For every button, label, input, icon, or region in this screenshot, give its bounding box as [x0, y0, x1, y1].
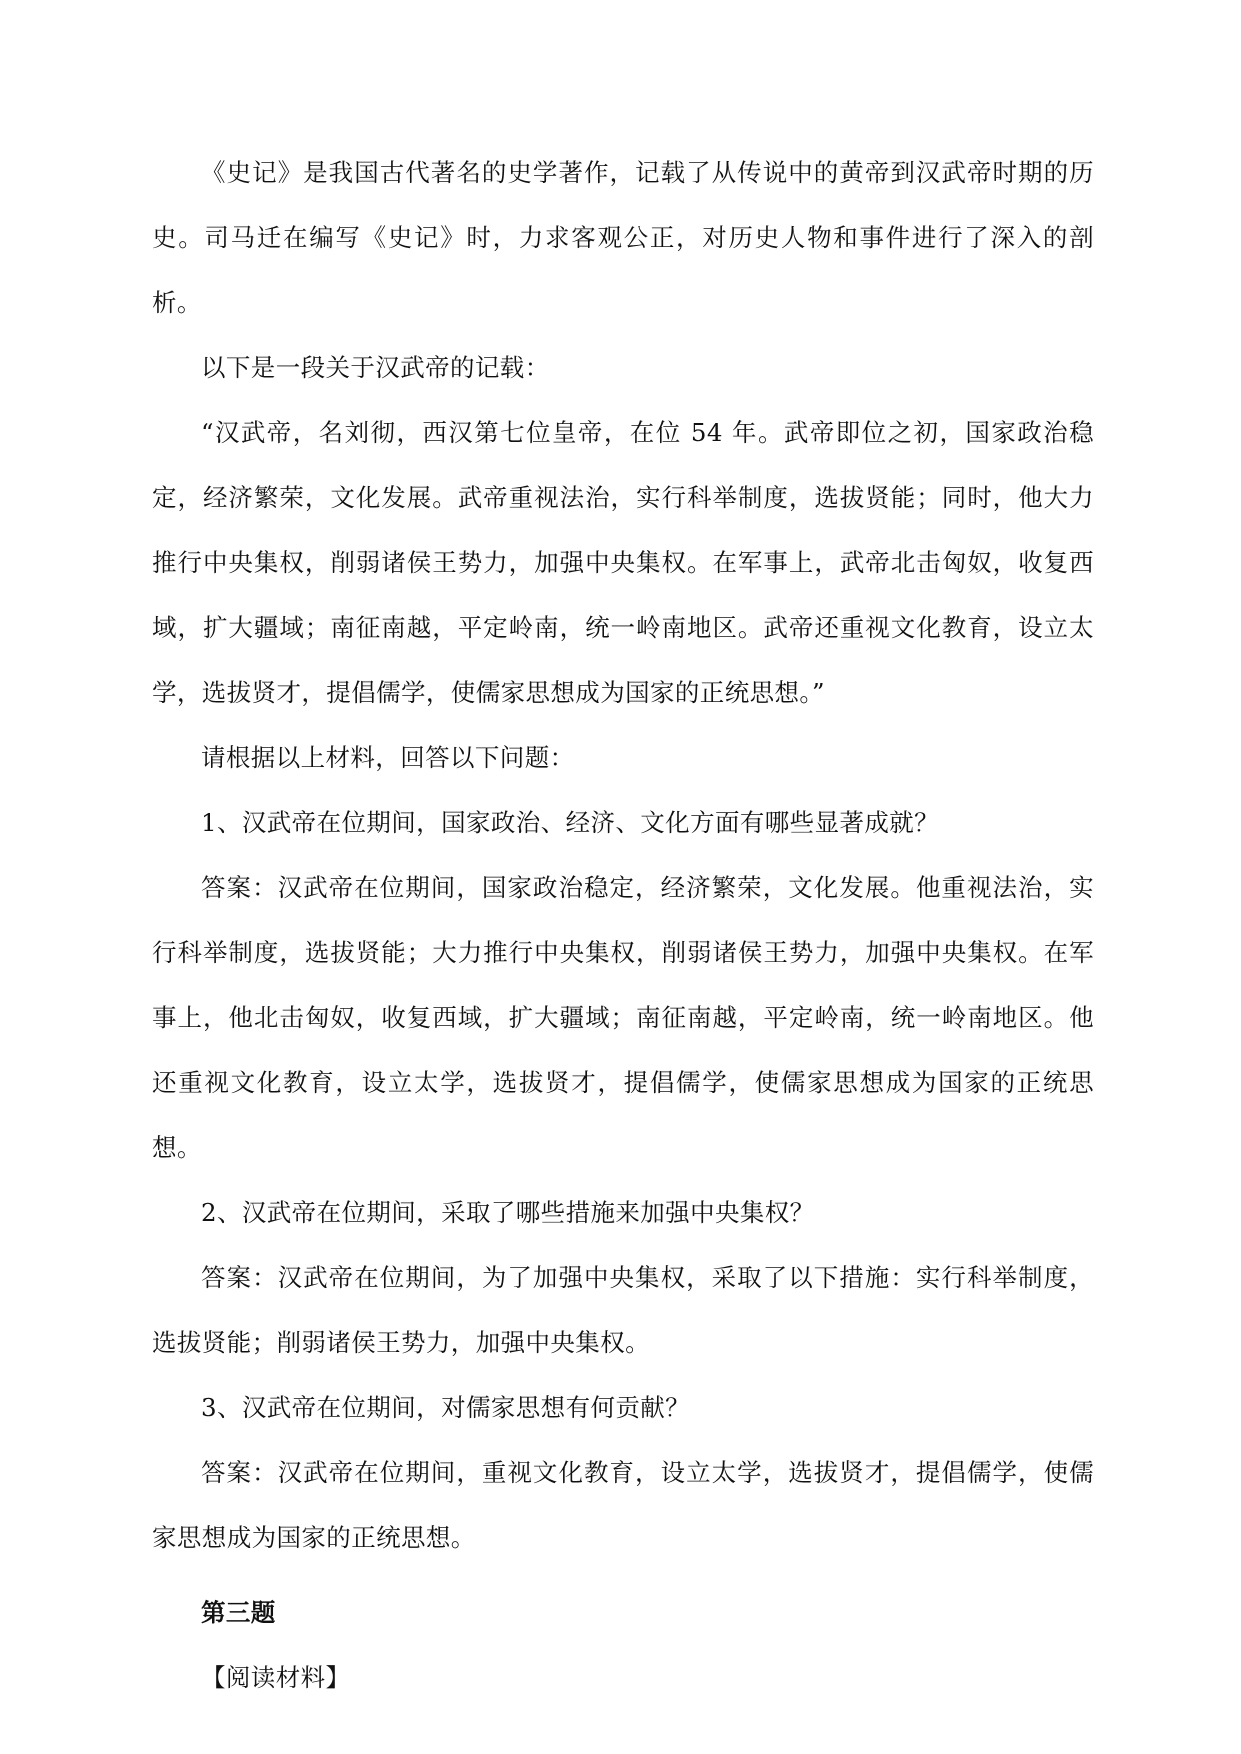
lead-in-paragraph: 以下是一段关于汉武帝的记载： — [201, 353, 550, 382]
instruction-paragraph: 请根据以上材料，回答以下问题： — [201, 743, 575, 772]
question-2: 2、汉武帝在位期间，采取了哪些措施来加强中央集权？ — [201, 1198, 815, 1227]
section-heading: 第三题 — [201, 1598, 276, 1627]
question-3: 3、汉武帝在位期间，对儒家思想有何贡献？ — [201, 1393, 691, 1422]
answer-3: 答案：汉武帝在位期间，重视文化教育，设立太学，选拔贤才，提倡儒学，使儒家思想成为国家的正统思想。 — [152, 1458, 1094, 1552]
answer-2: 答案：汉武帝在位期间，为了加强中央集权，采取了以下措施：实行科举制度，选拔贤能；削弱诸侯王势力，加强中央集权。 — [152, 1263, 1094, 1357]
answer-1: 答案：汉武帝在位期间，国家政治稳定，经济繁荣，文化发展。他重视法治，实行科举制度，选拔贤能；大力推行中央集权，削弱诸侯王势力，加强中央集权。在军事上，他北击匈奴，收复西域，扩大疆域；南征南越，平定岭南，统一岭南地区。他还重视文化教育，设立太学，选拔贤才，提倡儒学，使儒家思想成为国家的正统思想。 — [152, 873, 1094, 1162]
document-body — [152, 140, 1094, 1710]
question-1: 1、汉武帝在位期间，国家政治、经济、文化方面有哪些显著成就？ — [201, 808, 940, 837]
intro-paragraph: 《史记》是我国古代著名的史学著作，记载了从传说中的黄帝到汉武帝时期的历史。司马迁在编写《史记》时，力求客观公正，对历史人物和事件进行了深入的剖析。 — [152, 158, 1094, 317]
reading-material-label: 【阅读材料】 — [201, 1663, 351, 1692]
quoted-record-paragraph: “汉武帝，名刘彻，西汉第七位皇帝，在位 54 年。武帝即位之初，国家政治稳定，经济繁荣，文化发展。武帝重视法治，实行科举制度，选拔贤能；同时，他大力推行中央集权，削弱诸侯王势力，加强中央集权。在军事上，武帝北击匈奴，收复西域，扩大疆域；南征南越，平定岭南，统一岭南地区。武帝还重视文化教育，设立太学，选拔贤才，提倡儒学，使儒家思想成为国家的正统思想。” — [152, 418, 1094, 707]
